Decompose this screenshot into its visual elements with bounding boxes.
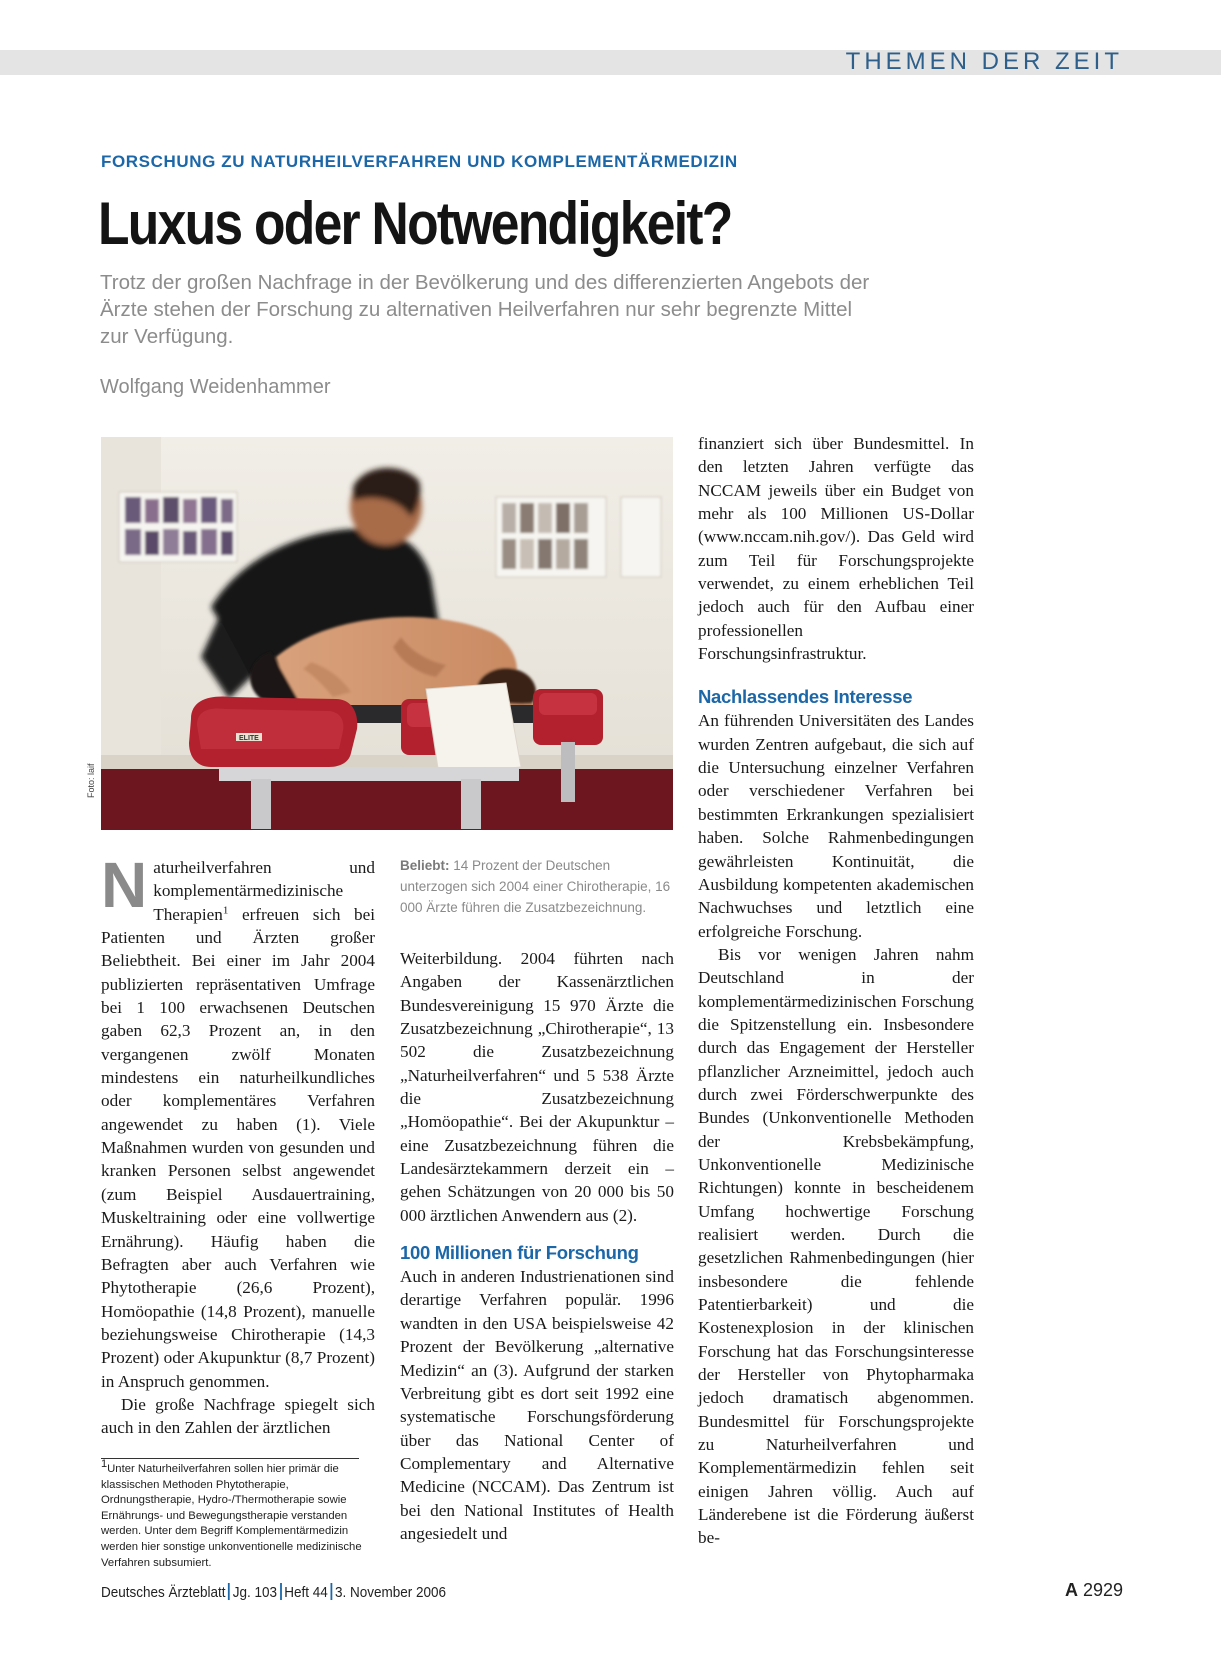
article-photo xyxy=(101,437,673,830)
article-author: Wolfgang Weidenhammer xyxy=(100,376,331,398)
footer-separator xyxy=(280,1583,282,1600)
footnote-ref: 1 xyxy=(222,903,229,916)
article-title: Luxus oder Notwendigkeit? xyxy=(98,190,732,257)
col2-paragraph-2: Auch in anderen Industrienationen sind derartige Verfahren populär. 1996 wandten in den USA beispielsweise 42 Prozent der Bevölkerung „alternative Medizin“ an (3). Aufgrund der starken Verbreitung gibt es dort seit 1992 eine systematische Forschungsförderung über das National Center of Complementary and Alternative Medicine (NCCAM). Das Zentrum ist bei den National Institutes of Health angesiedelt und xyxy=(400,1267,674,1543)
journal-issue: Heft 44 xyxy=(284,1584,328,1601)
caption-text: 14 Prozent der Deutschen unterzogen sich 2004 einer Chirotherapie, 16 000 Ärzte führen die Zusatzbezeichnung. xyxy=(400,858,671,915)
photo-credit: Foto: laif xyxy=(86,763,96,798)
body-column-1 xyxy=(101,849,375,1440)
subheading-100-millionen: 100 Millionen für Forschung xyxy=(400,1242,639,1264)
footer-separator xyxy=(331,1583,333,1600)
footnote-divider xyxy=(101,1458,359,1459)
chiropractic-treatment-illustration xyxy=(101,437,673,830)
journal-volume: Jg. 103 xyxy=(232,1584,278,1601)
section-label: THEMEN DER ZEIT xyxy=(845,48,1123,75)
page-number xyxy=(1065,1580,1123,1601)
footer-separator xyxy=(228,1583,230,1600)
article-kicker: FORSCHUNG ZU NATURHEILVERFAHREN UND KOMPLEMENTÄRMEDIZIN xyxy=(101,152,738,171)
col1-paragraph-1-a: aturheilverfahren und komplementärmedizinische Therapien xyxy=(153,858,375,924)
drop-cap: N xyxy=(101,849,148,921)
page-number-value: 2929 xyxy=(1082,1580,1123,1600)
photo-caption xyxy=(400,855,676,918)
body-column-3 xyxy=(698,432,974,1550)
page-prefix: A xyxy=(1064,1580,1078,1600)
footnote-text: Unter Naturheilverfahren sollen hier primär die klassischen Methoden Phytotherapie, Ordnungstherapie, Hydro-/Thermotherapie sowie Ernährungs- und Bewegungstherapie verstanden werden. Unter dem Begriff Komplementärmedizin werden hier sonstige unkonventionelle medizinische Verfahren subsumiert. xyxy=(101,1463,362,1569)
col1-paragraph-1-b: erfreuen sich bei Patienten und Ärzten großer Beliebtheit. Bei einer im Jahr 2004 publizierten repräsentativen Umfrage bei 1 100 erwachsenen Deutschen gaben 62,3 Prozent an, in den vergangenen zwölf Monaten mindestens ein naturheilkundliches oder komplementäres Verfahren angewendet zu haben (1). Viele Maßnahmen wurden von gesunden und kranken Personen selbst angewendet (zum Beispiel Ausdauertraining, Muskeltraining oder eine vollwertige Ernährung). Häufig haben die Befragten aber auch Verfahren wie Phytotherapie (26,6 Prozent), Homöopathie (14,8 Prozent), manuelle beziehungsweise Chirotherapie (14,3 Prozent) oder Akupunktur (8,7 Prozent) in Anspruch genommen. xyxy=(101,904,375,1391)
col3-paragraph-2: An führenden Universitäten des Landes wurden Zentren aufgebaut, die sich auf die Untersuchung einzelner Verfahren oder verschiedener Verfahren bei bestimmten Erkrankungen spezialisiert haben. Solche Rahmenbedingungen gewährleisten Kontinuität, die Ausbildung kompetenten akademischen Nachwuchses und letztlich eine erfolgreiche Forschung. xyxy=(698,711,974,941)
footnote xyxy=(101,1458,373,1571)
col3-paragraph-3: Bis vor wenigen Jahren nahm Deutschland in der komplementärmedizinischen Forschung die Spitzenstellung ein. Insbesondere durch das Engagement der Hersteller pflanzlicher Arzneimittel, jedoch auch durch zwei Förderschwerpunkte des Bundes (Unkonventionelle Methoden der Krebsbekämpfung, Unkonventionelle Medizinische Richtungen) konnte in bescheidenem Umfang hochwertige Forschung realisiert werden. Durch die gesetzlichen Rahmenbedingungen (hier insbesondere die fehlende Patentierbarkeit) und die Kostenexplosion in der klinischen Forschung hat das Forschungsinteresse der Hersteller von Phytopharmaka jedoch dramatisch abgenommen. Bundesmittel für Forschungsprojekte zu Naturheilverfahren und Komplementärmedizin fehlen seit einigen Jahren völlig. Auch auf Länderebene ist die Förderung äußerst be- xyxy=(698,944,974,1548)
article-lead: Trotz der großen Nachfrage in der Bevölkerung und des differenzierten Angebots der Ärzte stehen der Forschung zu alternativen Heilverfahren nur sehr begrenzte Mittel zur Verfügung. xyxy=(100,271,870,348)
journal-name: Deutsches Ärzteblatt xyxy=(101,1584,226,1601)
footnote-marker: 1 xyxy=(101,1458,108,1471)
journal-date: 3. November 2006 xyxy=(335,1584,447,1601)
col1-paragraph-2: Die große Nachfrage spiegelt sich auch in den Zahlen der ärztlichen xyxy=(101,1394,375,1438)
subheading-nachlassendes-interesse: Nachlassendes Interesse xyxy=(698,686,913,708)
col3-paragraph-1: finanziert sich über Bundesmittel. In den letzten Jahren verfügte das NCCAM jeweils über ein Budget von mehr als 100 Millionen US-Dollar (www.nccam.nih.gov/). Das Geld wird zum Teil für Forschungsprojekte verwendet, zu einem erheblichen Teil jedoch auch für den Aufbau einer professionellen Forschungsinfrastruktur. xyxy=(698,434,974,664)
caption-lead: Beliebt: xyxy=(400,858,450,873)
table-brand-text: ELITE xyxy=(239,735,259,742)
body-column-2 xyxy=(400,947,674,1545)
col2-paragraph-1: Weiterbildung. 2004 führten nach Angaben der Kassenärztlichen Bundesvereinigung 15 970 Ärzte die Zusatzbezeichnung „Chirotherapie“, 13 502 die Zusatzbezeichnung „Naturheilverfahren“ und 5 538 Ärzte die Zusatzbezeichnung „Homöopathie“. Bei der Akupunktur – eine Zusatzbezeichnung führen die Landesärztekammern derzeit ein – gehen Schätzungen von 20 000 bis 50 000 ärztlichen Anwendern aus (2). xyxy=(400,949,674,1225)
page-footer xyxy=(101,1583,446,1601)
